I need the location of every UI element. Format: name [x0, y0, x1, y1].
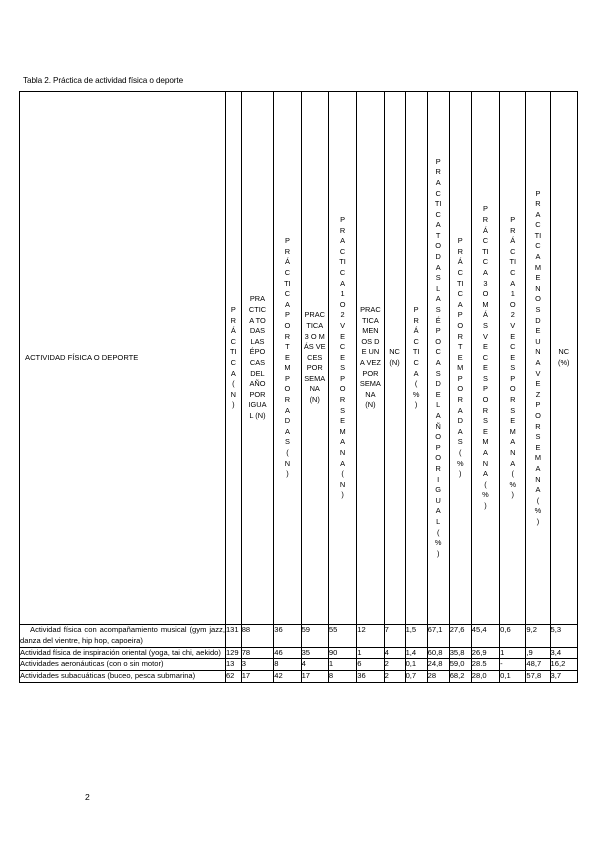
- cell: 42: [274, 671, 301, 683]
- cell: 36: [357, 671, 384, 683]
- header-label: PRÁCTICA3OMÁSVECESPORSEMANA(%): [482, 204, 489, 511]
- table-row: [20, 625, 578, 648]
- cell: 1: [500, 647, 526, 659]
- cell: 6: [357, 659, 384, 671]
- cell: 17: [241, 671, 274, 683]
- table-row: [20, 647, 578, 659]
- cell: 62: [225, 671, 241, 683]
- cell: 4: [301, 659, 328, 671]
- cell: 45,4: [471, 625, 499, 648]
- header-label: PRÁCTICA(%): [412, 305, 420, 410]
- header-label: PRÁCTICA1O2VECESPORSEMANA(%): [509, 214, 517, 500]
- cell: 3,7: [550, 671, 577, 683]
- activity-table: [19, 91, 578, 683]
- header-label: PRACTICATODASLASÉPOCASDELAÑOPORIGUAL(%): [434, 156, 442, 558]
- cell: 55: [328, 625, 356, 648]
- header-label: PRACTICAMENOSDEUNAVEZPORSEMANA(%): [534, 188, 542, 526]
- header-label: PRACTICA MENOS DE UNA VEZ POR SEMANA (N): [359, 305, 381, 410]
- cell: 131: [225, 625, 241, 648]
- header-todas-epocas-n: [241, 92, 274, 625]
- cell: 0,7: [405, 671, 427, 683]
- cell: 0,6: [500, 625, 526, 648]
- cell: 35,8: [449, 647, 471, 659]
- header-label: PRACTICA1O2VECESPORSEMANA(N): [339, 214, 346, 500]
- cell: 0,1: [405, 659, 427, 671]
- header-menos-una-vez-pct: [526, 92, 550, 625]
- cell: 28,0: [471, 671, 499, 683]
- cell: 8: [274, 659, 301, 671]
- header-temporadas-n: [274, 92, 301, 625]
- cell: 59,0: [449, 659, 471, 671]
- cell: 0,1: [500, 671, 526, 683]
- cell: 2: [384, 659, 405, 671]
- cell: 1,4: [405, 647, 427, 659]
- cell: 28.5: [471, 659, 499, 671]
- cell: -: [500, 659, 526, 671]
- cell: 48,7: [526, 659, 550, 671]
- cell: 60,8: [427, 647, 449, 659]
- cell: 57,8: [526, 671, 550, 683]
- cell: 129: [225, 647, 241, 659]
- table-row: [20, 659, 578, 671]
- header-todas-epocas-pct: [427, 92, 449, 625]
- header-label: NC (%): [558, 347, 570, 367]
- cell: 24,8: [427, 659, 449, 671]
- cell: 59: [301, 625, 328, 648]
- activity-name: Actividad física de inspiración oriental (yoga, tai chi, aekido): [20, 647, 226, 659]
- header-3-veces-n: [301, 92, 328, 625]
- header-row: [20, 92, 578, 625]
- cell: 16,2: [550, 659, 577, 671]
- cell: 1: [328, 659, 356, 671]
- cell: 46: [274, 647, 301, 659]
- table-row: [20, 671, 578, 683]
- header-nc-n: [384, 92, 405, 625]
- cell: 5,3: [550, 625, 577, 648]
- cell: ,9: [526, 647, 550, 659]
- header-label: PRÁCTICAPORTEMPORADAS(N): [284, 236, 291, 479]
- header-label: PRÁCTICAPORTEMPORADAS(%): [456, 236, 464, 479]
- activity-name: Actividades aeronáuticas (con o sin motor): [20, 659, 226, 671]
- cell: 36: [274, 625, 301, 648]
- activity-name: Actividades subacuáticas (buceo, pesca submarina): [20, 671, 226, 683]
- header-label: PRACTICA TODAS LAS ÉPOCAS DEL AÑO POR IGUAL (N): [248, 294, 267, 420]
- header-label: PRACTICA 3 O MÁS VECES POR SEMANA (N): [303, 310, 326, 405]
- cell: 7: [384, 625, 405, 648]
- cell: 28: [427, 671, 449, 683]
- header-temporadas-pct: [449, 92, 471, 625]
- table-caption: Tabla 2. Práctica de actividad física o deporte: [23, 76, 184, 85]
- cell: 88: [241, 625, 274, 648]
- cell: 78: [241, 647, 274, 659]
- cell: 67,1: [427, 625, 449, 648]
- cell: 3: [241, 659, 274, 671]
- header-activity-label: ACTIVIDAD FÍSICA O DEPORTE: [25, 352, 139, 362]
- header-practica-pct: [405, 92, 427, 625]
- header-nc-pct: [550, 92, 577, 625]
- cell: 17: [301, 671, 328, 683]
- cell: 3,4: [550, 647, 577, 659]
- header-label: NC (N): [389, 347, 400, 367]
- page-number: 2: [85, 792, 90, 802]
- header-practica-n: [225, 92, 241, 625]
- cell: 35: [301, 647, 328, 659]
- cell: 12: [357, 625, 384, 648]
- cell: 4: [384, 647, 405, 659]
- cell: 1: [357, 647, 384, 659]
- header-3-veces-pct: [471, 92, 499, 625]
- cell: 13: [225, 659, 241, 671]
- activity-name: Actividad física con acompañamiento musical (gym jazz, danza del vientre, hip hop, capoeira): [20, 625, 226, 648]
- cell: 90: [328, 647, 356, 659]
- cell: 1,5: [405, 625, 427, 648]
- cell: 9,2: [526, 625, 550, 648]
- header-menos-una-vez-n: [357, 92, 384, 625]
- cell: 68,2: [449, 671, 471, 683]
- cell: 27,6: [449, 625, 471, 648]
- cell: 8: [328, 671, 356, 683]
- header-1-2-veces-pct: [500, 92, 526, 625]
- cell: 2: [384, 671, 405, 683]
- header-activity: [20, 92, 226, 625]
- header-label: PRÁCTICA(N): [230, 305, 237, 410]
- cell: 26,9: [471, 647, 499, 659]
- header-1-2-veces-n: [328, 92, 356, 625]
